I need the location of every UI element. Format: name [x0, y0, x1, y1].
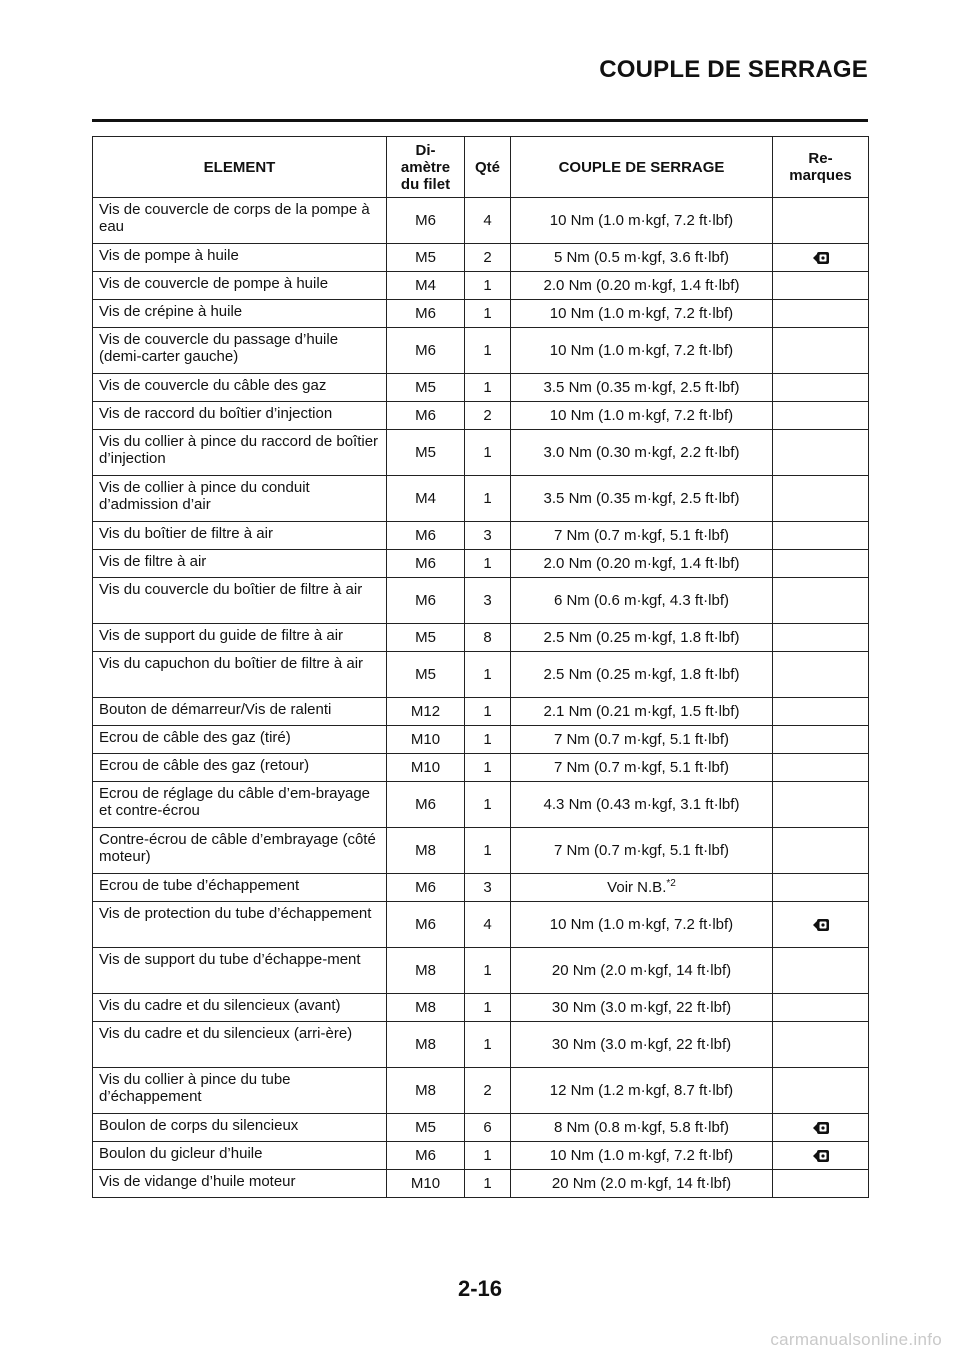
cell-remarques: [773, 652, 869, 698]
header-remarques: Re- marques: [773, 137, 869, 198]
torque-table-container: [92, 136, 868, 1198]
cell-qte: 8: [465, 624, 511, 652]
cell-remarques: [773, 624, 869, 652]
table-row: [93, 402, 869, 430]
cell-diametre: M6: [387, 522, 465, 550]
header-diametre: Di- amètre du filet: [387, 137, 465, 198]
cell-qte: 1: [465, 994, 511, 1022]
threadlock-icon: [811, 917, 831, 933]
cell-diametre: M6: [387, 402, 465, 430]
couple-value: 10 Nm (1.0 m·kgf, 7.2 ft·lbf): [549, 407, 734, 424]
cell-diametre: M6: [387, 328, 465, 374]
cell-remarques: [773, 328, 869, 374]
cell-element: Ecrou de réglage du câble d’em-brayage et contre-écrou: [93, 782, 387, 828]
cell-element: Vis du collier à pince du raccord de boîtier d’injection: [93, 430, 387, 476]
cell-element: Ecrou de câble des gaz (tiré): [93, 726, 387, 754]
table-row: [93, 754, 869, 782]
couple-value: 7 Nm (0.7 m·kgf, 5.1 ft·lbf): [553, 731, 730, 748]
cell-element: Boulon du gicleur d’huile: [93, 1142, 387, 1170]
cell-qte: 1: [465, 726, 511, 754]
table-row: [93, 476, 869, 522]
cell-qte: 4: [465, 902, 511, 948]
table-row: [93, 902, 869, 948]
cell-couple: [511, 828, 773, 874]
cell-diametre: M10: [387, 754, 465, 782]
cell-element: Ecrou de tube d’échappement: [93, 874, 387, 902]
cell-element: Bouton de démarreur/Vis de ralenti: [93, 698, 387, 726]
cell-element: Vis du cadre et du silencieux (arri-ère): [93, 1022, 387, 1068]
table-row: [93, 578, 869, 624]
couple-value: 12 Nm (1.2 m·kgf, 8.7 ft·lbf): [549, 1082, 734, 1099]
cell-remarques: [773, 1068, 869, 1114]
cell-remarques: [773, 874, 869, 902]
cell-couple: [511, 522, 773, 550]
cell-couple: [511, 698, 773, 726]
cell-element: Vis de filtre à air: [93, 550, 387, 578]
cell-couple: [511, 782, 773, 828]
cell-couple: [511, 244, 773, 272]
cell-diametre: M8: [387, 1068, 465, 1114]
cell-qte: 1: [465, 272, 511, 300]
couple-value: 2.5 Nm (0.25 m·kgf, 1.8 ft·lbf): [543, 629, 740, 646]
table-row: [93, 874, 869, 902]
cell-element: Vis du couvercle du boîtier de filtre à air: [93, 578, 387, 624]
cell-qte: 3: [465, 522, 511, 550]
cell-remarques: [773, 430, 869, 476]
cell-diametre: M6: [387, 578, 465, 624]
cell-element: Ecrou de câble des gaz (retour): [93, 754, 387, 782]
table-row: [93, 782, 869, 828]
cell-element: Vis du capuchon du boîtier de filtre à air: [93, 652, 387, 698]
couple-value: 3.5 Nm (0.35 m·kgf, 2.5 ft·lbf): [543, 490, 740, 507]
table-row: [93, 1114, 869, 1142]
couple-value: 3.0 Nm (0.30 m·kgf, 2.2 ft·lbf): [543, 444, 740, 461]
table-row: [93, 948, 869, 994]
header-element: ELEMENT: [93, 137, 387, 198]
cell-diametre: M5: [387, 430, 465, 476]
page-header: [0, 0, 960, 130]
cell-couple: [511, 1022, 773, 1068]
table-row: [93, 1022, 869, 1068]
cell-remarques: [773, 754, 869, 782]
torque-table: [92, 136, 869, 1198]
cell-diametre: M5: [387, 624, 465, 652]
couple-value: Voir N.B.: [607, 879, 667, 896]
cell-qte: 2: [465, 244, 511, 272]
cell-couple: [511, 902, 773, 948]
cell-element: Vis de crépine à huile: [93, 300, 387, 328]
watermark: carmanualsonline.info: [770, 1330, 942, 1349]
table-row: [93, 272, 869, 300]
cell-qte: 1: [465, 430, 511, 476]
cell-diametre: M6: [387, 782, 465, 828]
cell-qte: 1: [465, 328, 511, 374]
cell-remarques: [773, 198, 869, 244]
couple-value: 10 Nm (1.0 m·kgf, 7.2 ft·lbf): [549, 212, 734, 229]
cell-couple: [511, 374, 773, 402]
cell-diametre: M4: [387, 272, 465, 300]
couple-value: 2.1 Nm (0.21 m·kgf, 1.5 ft·lbf): [543, 703, 740, 720]
couple-value: 2.5 Nm (0.25 m·kgf, 1.8 ft·lbf): [543, 666, 740, 683]
cell-couple: [511, 1068, 773, 1114]
table-row: [93, 726, 869, 754]
cell-qte: 1: [465, 476, 511, 522]
cell-diametre: M8: [387, 1022, 465, 1068]
cell-diametre: M5: [387, 652, 465, 698]
table-row: [93, 198, 869, 244]
cell-element: Vis du cadre et du silencieux (avant): [93, 994, 387, 1022]
cell-remarques: [773, 1170, 869, 1198]
cell-diametre: M6: [387, 902, 465, 948]
cell-diametre: M4: [387, 476, 465, 522]
couple-value: 8 Nm (0.8 m·kgf, 5.8 ft·lbf): [553, 1119, 730, 1136]
couple-value: 10 Nm (1.0 m·kgf, 7.2 ft·lbf): [549, 342, 734, 359]
cell-element: Vis de support du guide de filtre à air: [93, 624, 387, 652]
threadlock-icon: [811, 1120, 831, 1136]
cell-qte: 3: [465, 578, 511, 624]
cell-couple: [511, 874, 773, 902]
table-row: [93, 698, 869, 726]
table-row: [93, 652, 869, 698]
cell-couple: [511, 994, 773, 1022]
cell-diametre: M5: [387, 374, 465, 402]
cell-element: Contre-écrou de câble d’embrayage (côté moteur): [93, 828, 387, 874]
header-qte: Qté: [465, 137, 511, 198]
cell-diametre: M10: [387, 726, 465, 754]
table-row: [93, 1170, 869, 1198]
threadlock-icon: [811, 1148, 831, 1164]
cell-remarques: [773, 374, 869, 402]
header-rule: [92, 119, 868, 122]
cell-remarques: [773, 948, 869, 994]
table-row: [93, 430, 869, 476]
cell-qte: 3: [465, 874, 511, 902]
cell-remarques: [773, 1022, 869, 1068]
cell-element: Vis de protection du tube d’échappement: [93, 902, 387, 948]
cell-diametre: M8: [387, 994, 465, 1022]
cell-couple: [511, 402, 773, 430]
couple-value: 7 Nm (0.7 m·kgf, 5.1 ft·lbf): [553, 759, 730, 776]
cell-remarques: [773, 476, 869, 522]
cell-couple: [511, 198, 773, 244]
table-row: [93, 828, 869, 874]
cell-qte: 1: [465, 948, 511, 994]
cell-couple: [511, 624, 773, 652]
table-body: [93, 198, 869, 1198]
cell-element: Vis de raccord du boîtier d’injection: [93, 402, 387, 430]
couple-value: 6 Nm (0.6 m·kgf, 4.3 ft·lbf): [553, 592, 730, 609]
cell-diametre: M12: [387, 698, 465, 726]
couple-value: 30 Nm (3.0 m·kgf, 22 ft·lbf): [551, 999, 732, 1016]
table-row: [93, 300, 869, 328]
cell-diametre: M6: [387, 874, 465, 902]
cell-couple: [511, 754, 773, 782]
table-row: [93, 624, 869, 652]
table-row: [93, 374, 869, 402]
table-row: [93, 244, 869, 272]
cell-remarques: [773, 828, 869, 874]
cell-diametre: M8: [387, 948, 465, 994]
table-row: [93, 994, 869, 1022]
cell-diametre: M6: [387, 198, 465, 244]
table-row: [93, 1142, 869, 1170]
cell-couple: [511, 550, 773, 578]
couple-value: 2.0 Nm (0.20 m·kgf, 1.4 ft·lbf): [543, 555, 740, 572]
cell-diametre: M8: [387, 828, 465, 874]
cell-qte: 1: [465, 550, 511, 578]
couple-value: 20 Nm (2.0 m·kgf, 14 ft·lbf): [551, 1175, 732, 1192]
cell-element: Vis de couvercle du passage d’huile (demi-carter gauche): [93, 328, 387, 374]
cell-qte: 1: [465, 1170, 511, 1198]
table-row: [93, 550, 869, 578]
cell-qte: 1: [465, 652, 511, 698]
cell-qte: 6: [465, 1114, 511, 1142]
couple-value: 10 Nm (1.0 m·kgf, 7.2 ft·lbf): [549, 305, 734, 322]
threadlock-icon: [811, 250, 831, 266]
cell-remarques: [773, 1114, 869, 1142]
cell-element: Boulon de corps du silencieux: [93, 1114, 387, 1142]
cell-remarques: [773, 578, 869, 624]
couple-value: 20 Nm (2.0 m·kgf, 14 ft·lbf): [551, 962, 732, 979]
couple-value: 3.5 Nm (0.35 m·kgf, 2.5 ft·lbf): [543, 379, 740, 396]
footnote-ref: *2: [666, 878, 676, 889]
couple-value: 2.0 Nm (0.20 m·kgf, 1.4 ft·lbf): [543, 277, 740, 294]
cell-element: Vis de couvercle du câble des gaz: [93, 374, 387, 402]
page-number: 2-16: [457, 1276, 503, 1301]
cell-qte: 1: [465, 1142, 511, 1170]
cell-remarques: [773, 1142, 869, 1170]
cell-qte: 1: [465, 374, 511, 402]
cell-qte: 1: [465, 1022, 511, 1068]
cell-remarques: [773, 994, 869, 1022]
couple-value: 7 Nm (0.7 m·kgf, 5.1 ft·lbf): [553, 527, 730, 544]
couple-value: 4.3 Nm (0.43 m·kgf, 3.1 ft·lbf): [543, 796, 740, 813]
header-couple: COUPLE DE SERRAGE: [511, 137, 773, 198]
cell-qte: 2: [465, 1068, 511, 1114]
cell-element: Vis de collier à pince du conduit d’admission d’air: [93, 476, 387, 522]
cell-couple: [511, 1142, 773, 1170]
cell-diametre: M6: [387, 550, 465, 578]
cell-qte: 1: [465, 698, 511, 726]
cell-element: Vis du collier à pince du tube d’échappement: [93, 1068, 387, 1114]
cell-remarques: [773, 244, 869, 272]
cell-remarques: [773, 902, 869, 948]
cell-diametre: M5: [387, 244, 465, 272]
cell-diametre: M10: [387, 1170, 465, 1198]
cell-remarques: [773, 272, 869, 300]
cell-qte: 1: [465, 782, 511, 828]
cell-couple: [511, 1114, 773, 1142]
cell-element: Vis de couvercle de corps de la pompe à eau: [93, 198, 387, 244]
couple-value: 10 Nm (1.0 m·kgf, 7.2 ft·lbf): [549, 1147, 734, 1164]
cell-couple: [511, 300, 773, 328]
cell-couple: [511, 1170, 773, 1198]
couple-value: 7 Nm (0.7 m·kgf, 5.1 ft·lbf): [553, 842, 730, 859]
cell-couple: [511, 578, 773, 624]
cell-qte: 2: [465, 402, 511, 430]
cell-element: Vis de vidange d’huile moteur: [93, 1170, 387, 1198]
cell-diametre: M5: [387, 1114, 465, 1142]
table-row: [93, 1068, 869, 1114]
cell-qte: 4: [465, 198, 511, 244]
cell-diametre: M6: [387, 1142, 465, 1170]
cell-couple: [511, 328, 773, 374]
cell-couple: [511, 430, 773, 476]
couple-value: 10 Nm (1.0 m·kgf, 7.2 ft·lbf): [549, 916, 734, 933]
cell-remarques: [773, 522, 869, 550]
cell-remarques: [773, 782, 869, 828]
cell-couple: [511, 272, 773, 300]
cell-element: Vis de support du tube d’échappe-ment: [93, 948, 387, 994]
cell-remarques: [773, 726, 869, 754]
cell-remarques: [773, 402, 869, 430]
cell-couple: [511, 476, 773, 522]
table-row: [93, 328, 869, 374]
cell-element: Vis du boîtier de filtre à air: [93, 522, 387, 550]
cell-remarques: [773, 550, 869, 578]
page-title: COUPLE DE SERRAGE: [599, 56, 868, 83]
couple-value: 30 Nm (3.0 m·kgf, 22 ft·lbf): [551, 1036, 732, 1053]
cell-remarques: [773, 300, 869, 328]
cell-qte: 1: [465, 828, 511, 874]
cell-element: Vis de pompe à huile: [93, 244, 387, 272]
cell-qte: 1: [465, 754, 511, 782]
cell-couple: [511, 948, 773, 994]
cell-element: Vis de couvercle de pompe à huile: [93, 272, 387, 300]
cell-remarques: [773, 698, 869, 726]
table-header-row: [93, 137, 869, 198]
cell-qte: 1: [465, 300, 511, 328]
couple-value: 5 Nm (0.5 m·kgf, 3.6 ft·lbf): [553, 249, 730, 266]
cell-couple: [511, 652, 773, 698]
table-row: [93, 522, 869, 550]
cell-couple: [511, 726, 773, 754]
cell-diametre: M6: [387, 300, 465, 328]
